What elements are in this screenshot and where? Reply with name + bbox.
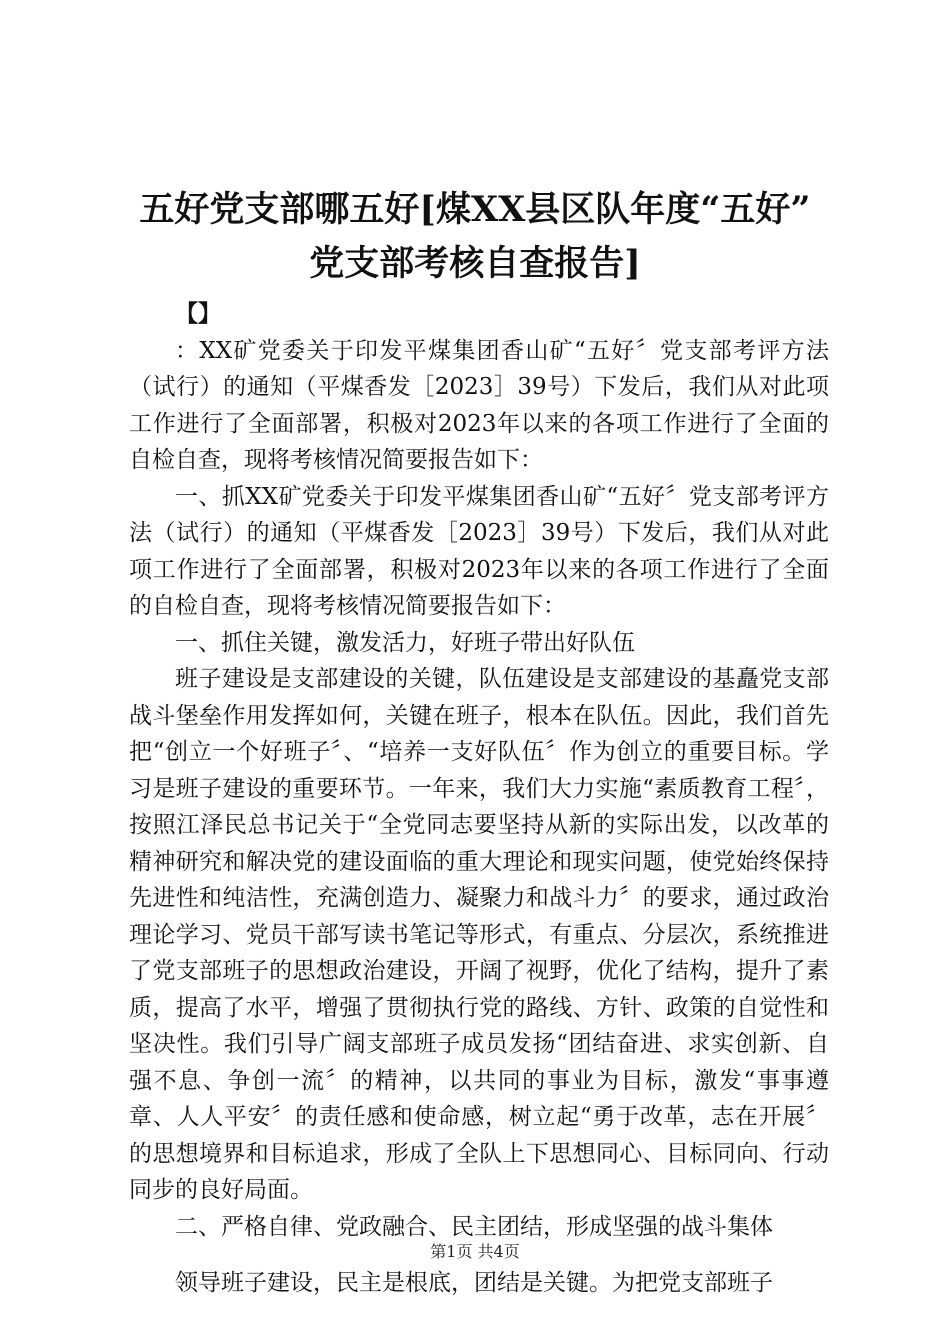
title-line-2: 党支部考核自查报告]	[309, 243, 641, 284]
document-body	[129, 296, 829, 1302]
bracket-marker: 【】	[175, 300, 221, 327]
paragraph-repeat: 一、抓XX矿党委关于印发平煤集团香山矿“五好〞党支部考评方法（试行）的通知（平煤香发［2023］39号）下发后，我们从对此项工作进行了全面部署，积极对2023年以来的各项工作进行了全面的自检自查，现将考核情况简要报告如下：	[129, 483, 829, 619]
section-heading-1: 一、抓住关键，激发活力，好班子带出好队伍	[175, 629, 635, 656]
document-title	[100, 183, 850, 291]
paragraph-leadership: 领导班子建设，民主是根底，团结是关键。为把党支部班子	[175, 1270, 773, 1296]
page-footer: 第1页 共4页	[430, 1242, 520, 1261]
section-heading-2: 二、严格自律、党政融合、民主团结，形成坚强的战斗集体	[175, 1213, 773, 1240]
title-line-1: 五好党支部哪五好[煤XX县区队年度“五好”	[139, 189, 811, 230]
paragraph-team-building: 班子建设是支部建设的关键，队伍建设是支部建设的基矗党支部战斗堡垒作用发挥如何，关键在班子，根本在队伍。因此，我们首先把“创立一个好班子〞、“培养一支好队伍〞作为创立的重要目标。学习是班子建设的重要环节。一年来，我们大力实施“素质教育工程〞，按照江泽民总书记关于“全党同志要坚持从新的实际出发，以改革的精神研究和解决党的建设面临的重大理论和现实问题，使党始终保持先进性和纯洁性，充满创造力、凝聚力和战斗力〞的要求，通过政治理论学习、党员干部写读书笔记等形式，有重点、分层次，系统推进了党支部班子的思想政治建设，开阔了视野，优化了结构，提升了素质，提高了水平，增强了贯彻执行党的路线、方针、政策的自觉性和坚决性。我们引导广阔支部班子成员发扬“团结奋进、求实创新、自强不息、争创一流〞的精神，以共同的事业为目标，激发“事事遵章、人人平安〞的责任感和使命感，树立起“勇于改革，志在开展〞的思想境界和目标追求，形成了全队上下思想同心、目标同向、行动同步的良好局面。	[129, 666, 829, 1203]
paragraph-intro: ：XX矿党委关于印发平煤集团香山矿“五好〞党支部考评方法（试行）的通知（平煤香发［2023］39号）下发后，我们从对此项工作进行了全面部署，积极对2023年以来的各项工作进行了全面的自检自查，现将考核情况简要报告如下：	[129, 337, 829, 473]
